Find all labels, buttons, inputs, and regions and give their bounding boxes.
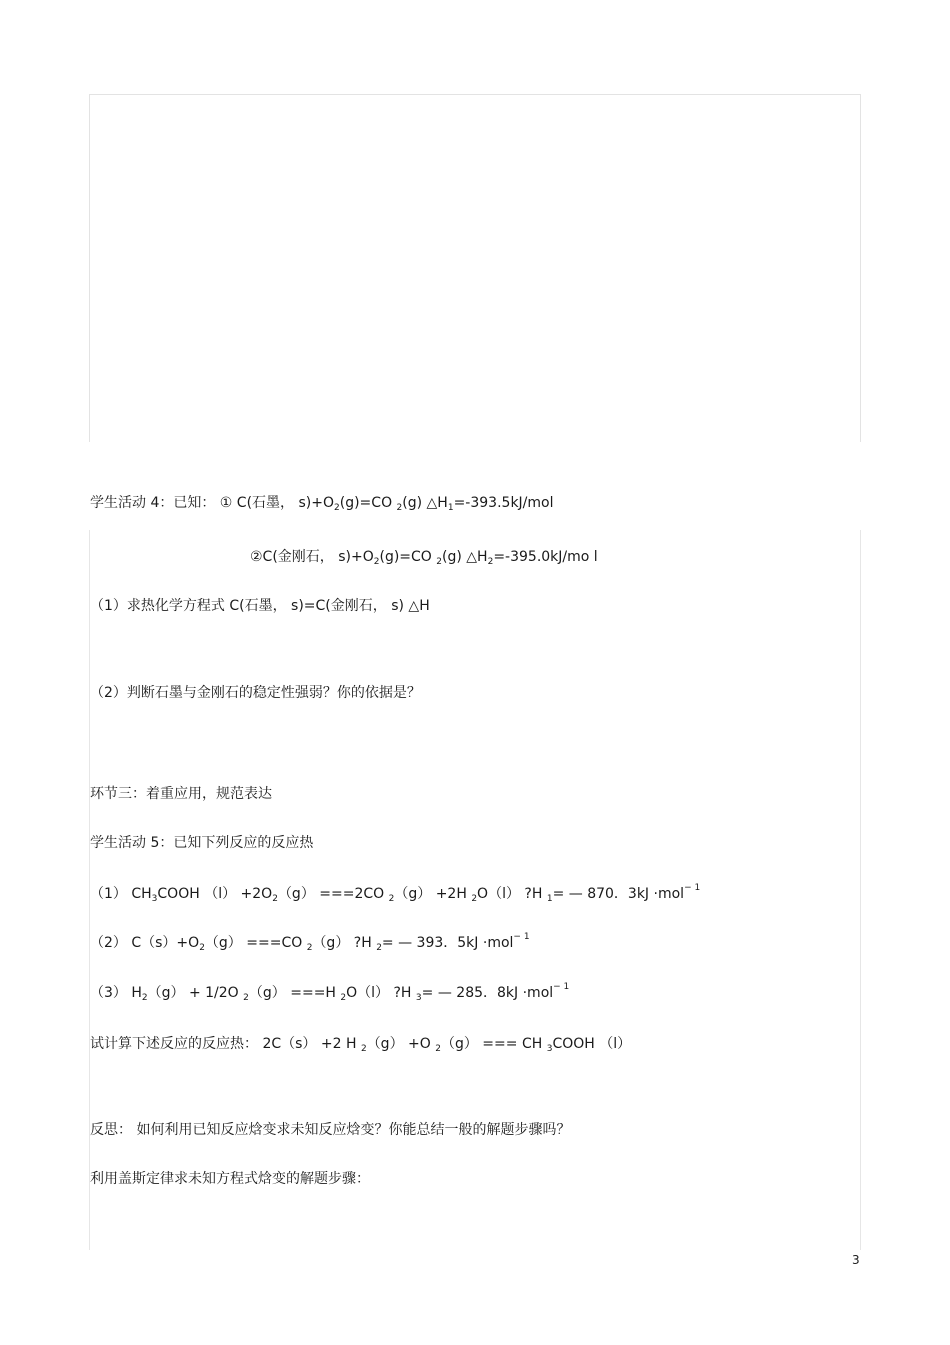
activity4-equation2: ②C(金刚石， $s)+O_2(g)=CO$ $_2$(g) $\triangle H_2=-395.0kJ/mo$ l [250, 549, 598, 567]
steps-label: 利用盖斯定律求未知方程式焓变的解题步骤： [90, 1171, 370, 1187]
target-reaction: 试计算下述反应的反应热： 2C（s） +2 H $_2$（g） +O $_2$（g） === CH $_3$COOH （l） [90, 1036, 632, 1054]
activity4-question2: （2）判断石墨与金刚石的稳定性强弱？你的依据是？ [90, 685, 421, 701]
page-border-right [860, 530, 861, 1250]
reflection-question: 反思： 如何利用已知反应焓变求未知反应焓变？你能总结一般的解题步骤吗？ [90, 1122, 571, 1138]
reaction-3: （3） $H_2(g) + 1/2O$ $_2$（g） ===H $_2$O（l） ?H $_3$= — 285．8kJ ·mol$^{- 1}$ [90, 982, 570, 1003]
activity4-question1: （1）求热化学方程式 C(石墨， s)=C(金刚石， s) △H [90, 598, 430, 614]
section-heading: 环节三：着重应用，规范表达 [90, 786, 272, 802]
page-number: 3 [852, 1253, 860, 1267]
reaction-2: （2） $C(s)+O_2(g) ===CO$ $_2$（g） ?H $_2$= — 393．5kJ ·mol$^{- 1}$ [90, 932, 530, 953]
activity5-label: 学生活动 5：已知下列反应的反应热 [90, 835, 314, 851]
activity4-equation1: 学生活动 4：已知： ① C(石墨， $s)+O_2(g)=CO$ $_2$(g) $\triangle H_1=-393.5kJ$/mol [90, 495, 554, 513]
reaction-1: （1） $CH_3COOH$ $(l) +2O_2(g) ===2CO$ $_2$（g） +2H $_2$O（l） ?H $_1$= — 870．3kJ ·mol$^{- 1}$ [90, 883, 701, 904]
figure-frame [89, 94, 861, 442]
